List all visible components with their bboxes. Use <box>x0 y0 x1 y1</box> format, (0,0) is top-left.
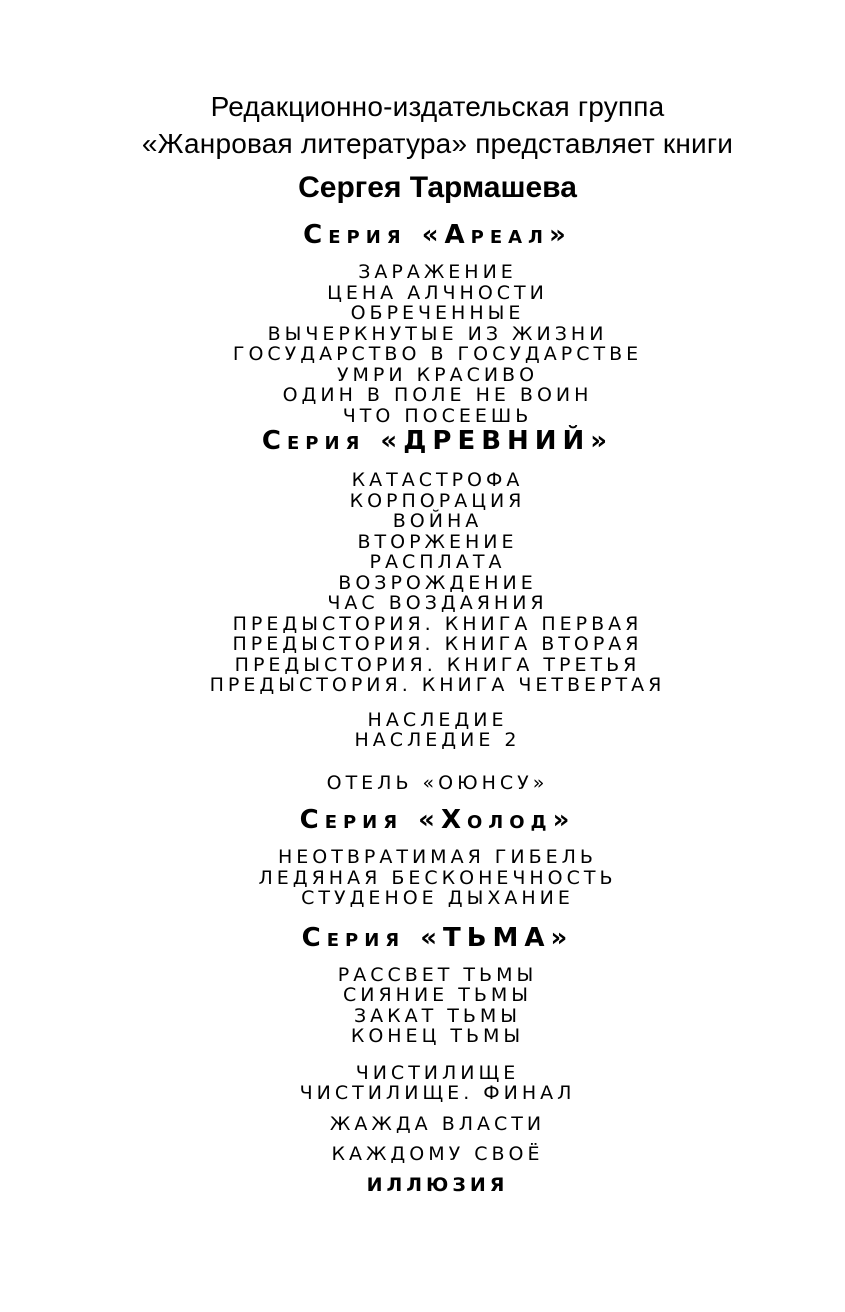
series-heading-drevniy: Серия «ДРЕВНИЙ» <box>261 426 614 456</box>
book-title: ПРЕДЫСТОРИЯ. КНИГА ВТОРАЯ <box>232 633 643 655</box>
publisher-group-line: Редакционно-издательская группа <box>210 91 665 122</box>
book-title: ВТОРЖЕНИЕ <box>357 530 518 553</box>
nasledie-title-group <box>30 710 845 751</box>
series-heading-tma: Серия «ТЬМА» <box>301 922 574 953</box>
book-title: ЧИСТИЛИЩЕ <box>355 1061 520 1084</box>
hotel-title-group <box>30 773 845 794</box>
book-title: ВОЗРОЖДЕНИЕ <box>338 571 537 594</box>
author-name: Сергея Тармашева <box>298 171 577 204</box>
book-title: ОБРЕЧЕННЫЕ <box>350 302 525 324</box>
series-tma-title-list <box>30 965 845 1047</box>
book-title: ВЫЧЕРКНУТЫЕ ИЗ ЖИЗНИ <box>267 322 608 345</box>
book-title: СТУДЕНОЕ ДЫХАНИЕ <box>301 887 574 909</box>
book-title: НЕОТВРАТИМАЯ ГИБЕЛЬ <box>278 846 597 868</box>
series-heading-holod: Серия «Холод» <box>299 805 576 835</box>
series-drevniy-title-list <box>30 470 845 696</box>
book-title: ЖАЖДА ВЛАСТИ <box>329 1112 546 1135</box>
book-title: ОТЕЛЬ «ОЮНСУ» <box>326 771 549 794</box>
book-title: НАСЛЕДИЕ 2 <box>354 729 521 751</box>
book-title: КАЖДОМУ СВОЁ <box>331 1143 544 1165</box>
book-title: ОДИН В ПОЛЕ НЕ ВОИН <box>282 384 593 406</box>
book-title: ЗАКАТ ТЬМЫ <box>353 1004 522 1027</box>
book-title: ЧИСТИЛИЩЕ. ФИНАЛ <box>299 1082 576 1104</box>
book-title: ЗАРАЖЕНИЕ <box>358 261 517 283</box>
book-title: НАСЛЕДИЕ <box>367 708 508 731</box>
kazhdomu-svoyo-title-group <box>30 1144 845 1165</box>
book-title: ЛЕДЯНАЯ БЕСКОНЕЧНОСТЬ <box>258 866 617 889</box>
series-holod-title-list <box>30 847 845 909</box>
chistilishche-title-group <box>30 1063 845 1104</box>
book-title: ПРЕДЫСТОРИЯ. КНИГА ЧЕТВЕРТАЯ <box>209 674 666 696</box>
book-title: КАТАСТРОФА <box>351 469 524 491</box>
book-title: УМРИ КРАСИВО <box>336 363 539 386</box>
book-title: СИЯНИЕ ТЬМЫ <box>342 984 533 1006</box>
book-title: ВОЙНА <box>392 510 483 532</box>
book-title: ЦЕНА АЛЧНОСТИ <box>327 281 548 304</box>
book-title: ИЛЛЮЗИЯ <box>366 1173 509 1196</box>
book-title: КОНЕЦ ТЬМЫ <box>350 1025 525 1047</box>
series-areal-title-list <box>30 262 845 426</box>
zhazhda-vlasti-title-group <box>30 1114 845 1135</box>
book-title: ЧАС ВОЗДАЯНИЯ <box>327 592 548 614</box>
illyuziya-title-group <box>30 1175 845 1196</box>
book-title: ПРЕДЫСТОРИЯ. КНИГА ПЕРВАЯ <box>232 612 643 635</box>
book-title: ГОСУДАРСТВО В ГОСУДАРСТВЕ <box>232 343 643 365</box>
series-heading-areal: Серия «Ареал» <box>303 220 572 250</box>
book-title: РАСПЛАТА <box>369 551 506 573</box>
book-title: ПРЕДЫСТОРИЯ. КНИГА ТРЕТЬЯ <box>234 653 641 676</box>
book-title: РАССВЕТ ТЬМЫ <box>337 963 538 986</box>
imprint-presents-line: «Жанровая литература» представляет книги <box>141 128 734 159</box>
book-title: КОРПОРАЦИЯ <box>349 489 526 512</box>
book-title: ЧТО ПОСЕЕШЬ <box>342 404 533 427</box>
